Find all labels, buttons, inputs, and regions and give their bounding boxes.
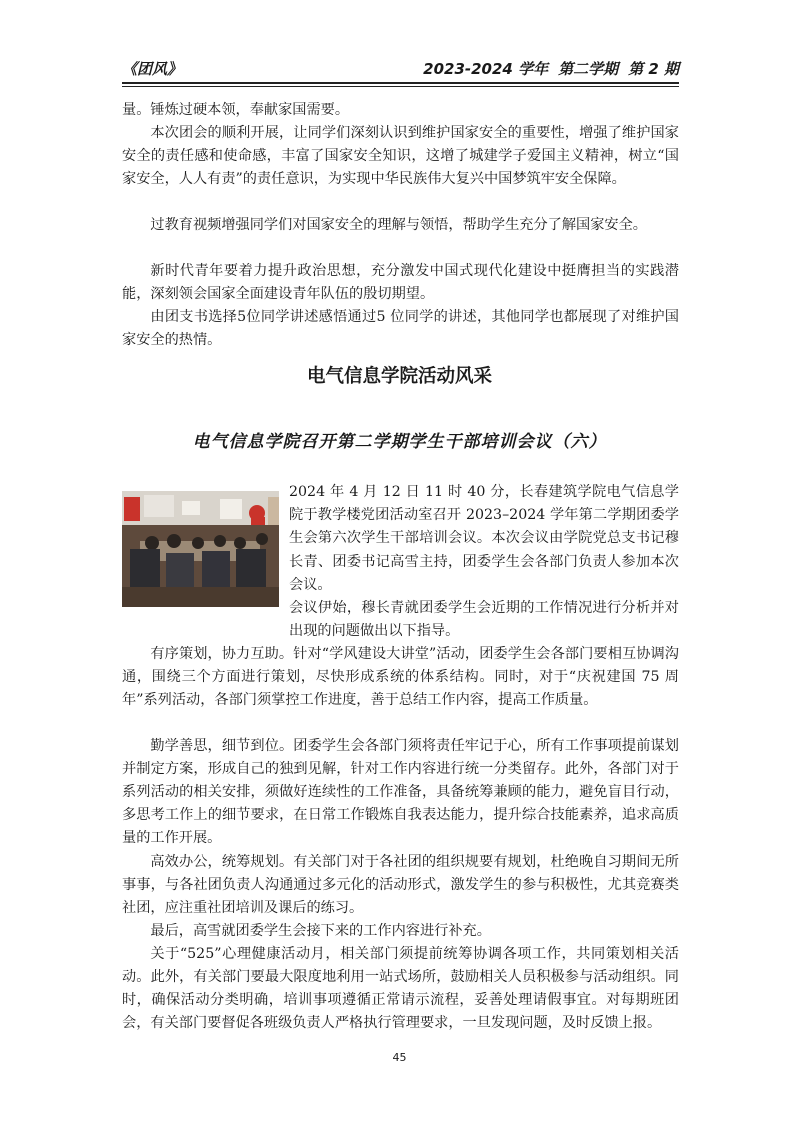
paragraph: 量。锤炼过硬本领，奉献家国需要。 xyxy=(122,102,350,118)
paragraph: 最后，高雪就团委学生会接下来的工作内容进行补充。 xyxy=(150,923,491,939)
paragraph: 有序策划，协力互助。针对“学风建设大讲堂”活动，团委学生会各部门要相互协调沟通，围绕三个方面进行策划，尽快形成系统的体系结构。同时，对于“庆祝建国 75 周年”系列活动，各部门须掌控工作进度，善于总结工作内容，提高工作质量。 xyxy=(122,646,679,708)
magazine-name: 《团风》 xyxy=(122,60,183,78)
issue-number: 第 2 期 xyxy=(628,60,679,78)
semester: 第二学期 xyxy=(558,60,619,78)
meeting-photo xyxy=(122,491,279,607)
article-title: 电气信息学院召开第二学期学生干部培训会议（六） xyxy=(192,432,607,452)
page-number: 45 xyxy=(392,1051,407,1064)
paragraph: 勤学善思，细节到位。团委学生会各部门须将责任牢记于心，所有工作事项提前谋划并制定方案，形成自己的独到见解，针对工作内容进行统一分类留存。此外，各部门对于系列活动的相关安排，须做好连续性的工作准备，具备统筹兼顾的能力，避免盲目行动，多思考工作上的细节要求，在日常工作锻炼自我表达能力，提升综合技能素养，追求高质量的工作开展。 xyxy=(122,738,679,846)
paragraph: 由团支书选择5位同学讲述感悟通过5 位同学的讲述，其他同学也都展现了对维护国家安全的热情。 xyxy=(122,309,679,348)
header-rule-thick xyxy=(122,82,679,84)
paragraph: 高效办公，统筹规划。有关部门对于各社团的组织规要有规划，杜绝晚自习期间无所事事，与各社团负责人沟通通过多元化的活动形式，激发学生的参与积极性，尤其竞赛类社团，应注重社团培训及课后的练习。 xyxy=(122,854,679,916)
issue-info xyxy=(413,58,679,79)
section-title: 电气信息学院活动风采 xyxy=(306,366,492,387)
paragraph: 关于“525”心理健康活动月，相关部门须提前统筹协调各项工作，共同策划相关活动。此外，有关部门要最大限度地利用一站式场所，鼓励相关人员积极参与活动组织。同时，确保活动分类明确，培训事项遵循正常请示流程，妥善处理请假事宜。对每期班团会，有关部门要督促各班级负责人严格执行管理要求，一旦发现问题，及时反馈上报。 xyxy=(122,946,679,1031)
paragraph: 新时代青年要着力提升政治思想，充分激发中国式现代化建设中挺膺担当的实践潜能，深刻领会国家全面建设青年队伍的殷切期望。 xyxy=(122,263,679,302)
header-rule-thin xyxy=(122,86,679,87)
academic-year: 2023-2024 学年 xyxy=(423,60,549,78)
meeting-photo-image xyxy=(122,491,279,607)
paragraph: 本次团会的顺利开展，让同学们深刻认识到维护国家安全的重要性，增强了维护国家安全的责任感和使命感，丰富了国家安全知识，这增了城建学子爱国主义精神，树立“国家安全，人人有责”的责任意识，为实现中华民族伟大复兴中国梦筑牢安全保障。 xyxy=(122,125,679,187)
paragraph: 过教育视频增强同学们对国家安全的理解与领悟，帮助学生充分了解国家安全。 xyxy=(150,217,647,233)
running-header xyxy=(122,56,679,80)
paragraph: 2024 年 4 月 12 日 11 时 40 分，长春建筑学院电气信息学院于教学楼党团活动室召开 2023–2024 学年第二学期团委学生会第六次学生干部培训会议。本次会议由学院党总支书记穆长青、团委书记高雪主持，团委学生会各部门负责人参加本次会议。 xyxy=(289,484,679,593)
paragraph: 会议伊始，穆长青就团委学生会近期的工作情况进行分析并对出现的问题做出以下指导。 xyxy=(289,600,679,640)
